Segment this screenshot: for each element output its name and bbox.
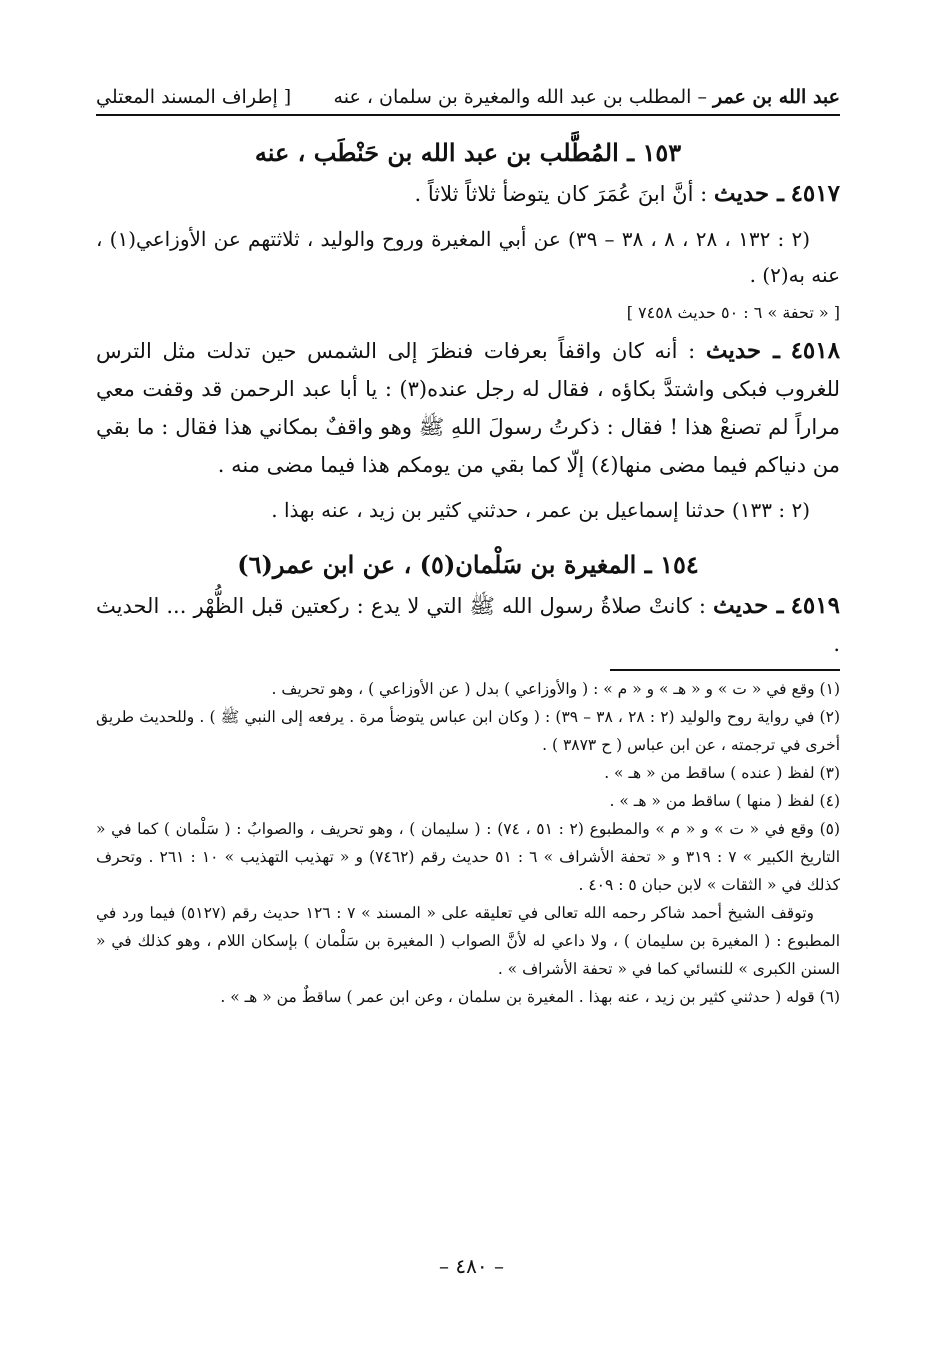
footnote-5-continuation-text: وتوقف الشيخ أحمد شاكر رحمه الله تعالى في تعليقه على « المسند » ٧ : ١٢٦ حديث رقم (٥١٢٧) فيما ورد في المطبوع : ( المغيرة بن سليمان ) ، ولا داعي له لأنَّ الصواب ( المغيرة بن سَلْمان ) بإسكان اللام ، وهو كذلك في « السنن الكبرى » للنسائي كما في « تحفة الأشراف » .	[96, 904, 840, 978]
footnote-1: (١) وقع في « ت » و « هـ » و « م » : ( والأوزاعي ) بدل ( عن الأوزاعي ) ، وهو تحريف .	[271, 680, 840, 698]
running-head-right	[334, 86, 840, 108]
footnotes	[96, 675, 840, 1011]
page-number: – ٤٨٠ –	[439, 1254, 504, 1278]
hadith-text: : أنه كان واقفاً بعرفات فنظرَ إلى الشمس حين تدلت مثل الترس للغروب فبكى واشتدَّ بكاؤه ، فقال له رجل عنده(٣) : يا أبا عبد الرحمن قد وقفت معي مراراً لم تصنعْ هذا ! فقال : ذكرتُ رسولَ اللهِ ﷺ وهو واقفٌ بمكاني هذا فقال : ما بقي من دنياكم فيما مضى منها(٤) إلّا كما بقي من يومكم هذا فيما مضى منه .	[96, 339, 840, 477]
hadith-label: ـ حديث	[713, 180, 784, 207]
footnote-6: (٦) قوله ( حدثني كثير بن زيد ، عنه بهذا . المغيرة بن سلمان ، وعن ابن عمر ) ساقطٌ من « هـ » .	[220, 988, 840, 1006]
footnote-5: (٥) وقع في « ت » و « م » والمطبوع (٢ : ٥١ ، ٧٤) : ( سليمان ) ، وهو تحريف ، والصوابُ : ( سَلْمان ) كما في « التاريخ الكبير » ٧ : ٣١٩ و « تحفة الأشراف » ٦ : ٥١ حديث رقم (٧٤٦٢) و « تهذيب التهذيب » ١٠ : ٢٦١ . وتحرف كذلك في « الثقات » لابن حبان ٥ : ٤٠٩ .	[96, 820, 841, 894]
running-head-subject: – المطلب بن عبد الله والمغيرة بن سلمان ، عنه	[333, 86, 713, 108]
footnote-separator	[610, 669, 840, 671]
footnote-4: (٤) لفظ ( منها ) ساقط من « هـ » .	[609, 792, 840, 810]
footnote-5-continuation	[96, 899, 840, 983]
document-page	[96, 86, 840, 1011]
footnote-2: (٢) في رواية روح والوليد (٢ : ٢٨ ، ٣٨ – ٣٩) : ( وكان ابن عباس يتوضأ مرة . يرفعه إلى النبي ﷺ ) . وللحديث طريق أخرى في ترجمته ، عن ابن عباس ( ح ٣٨٧٣ ) .	[96, 708, 840, 754]
hadith-text: : أنَّ ابنَ عُمَرَ كان يتوضأ ثلاثاً ثلاثاً .	[414, 182, 714, 206]
section-heading-153: ١٥٣ ـ المُطَّلب بن عبد الله بن حَنْطَب ، عنه	[254, 138, 682, 167]
hadith-number: ٤٥١٩	[790, 592, 840, 619]
running-head	[96, 86, 840, 116]
running-head-author: عبد الله بن عمر	[713, 86, 840, 108]
hadith-4518	[96, 332, 840, 484]
running-head-book-title: [ إطراف المسند المعتلي	[96, 86, 292, 108]
hadith-4519	[96, 587, 840, 663]
hadith-4517	[96, 175, 840, 213]
hadith-number: ٤٥١٨	[790, 337, 840, 364]
footnote-3: (٣) لفظ ( عنده ) ساقط من « هـ » .	[604, 764, 840, 782]
hadith-4517-source: (٢ : ١٣٢ ، ٢٨ ، ٨ ، ٣٨ – ٣٩) عن أبي المغيرة وروح والوليد ، ثلاثتهم عن الأوزاعي(١) ، عنه به(٢) .	[96, 227, 840, 287]
hadith-number: ٤٥١٧	[790, 180, 840, 207]
hadith-text: : كانتْ صلاةُ رسول الله ﷺ التي لا يدع : ركعتين قبل الظُّهْر ... الحديث .	[96, 594, 840, 656]
section-heading-154: ١٥٤ ـ المغيرة بن سَلْمان(٥) ، عن ابن عمر(٦)	[237, 550, 699, 579]
hadith-label: ـ حديث	[713, 592, 784, 619]
hadith-4518-source: (٢ : ١٣٣) حدثنا إسماعيل بن عمر ، حدثني كثير بن زيد ، عنه بهذا .	[271, 498, 810, 522]
hadith-label: ـ حديث	[705, 337, 780, 364]
hadith-4517-reference: [ « تحفة » ٦ : ٥٠ حديث ٧٤٥٨ ]	[626, 303, 840, 322]
